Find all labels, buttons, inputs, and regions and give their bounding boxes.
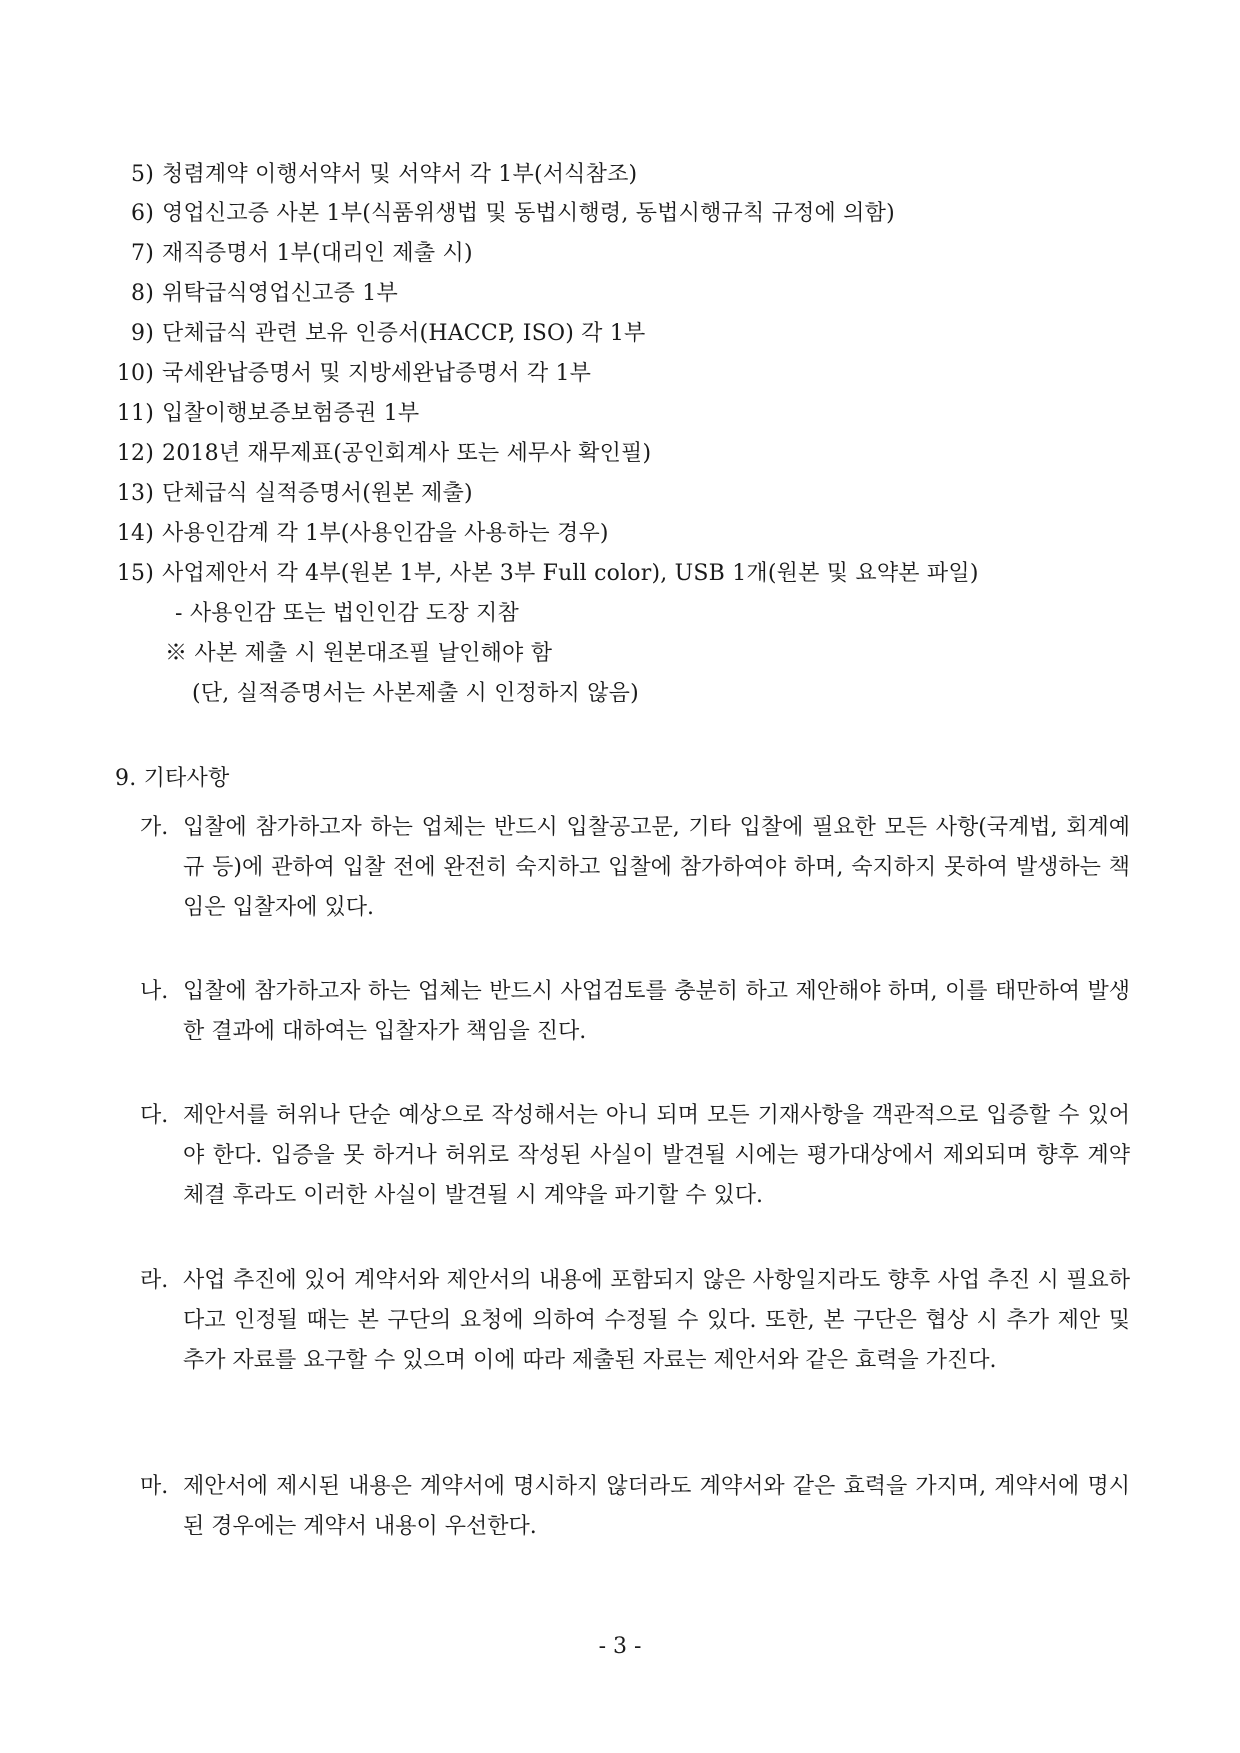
paragraph-text: 입찰에 참가하고자 하는 업체는 반드시 입찰공고문, 기타 입찰에 필요한 모든 사항(국계법, 회계예규 등)에 관하여 입찰 전에 완전히 숙지하고 입찰에 참가하여야 하며, 숙지하지 못하여 발생하는 책임은 입찰자에 있다. [183, 815, 1130, 920]
paragraph-marker: 다. [140, 1103, 169, 1128]
list-item [110, 479, 473, 509]
list-item-text: 입찰이행보증보험증권 1부 [162, 401, 420, 426]
paragraph-text: 사업 추진에 있어 계약서와 제안서의 내용에 포함되지 않은 사항일지라도 향후 사업 추진 시 필요하다고 인정될 때는 본 구단의 요청에 의하여 수정될 수 있다. 또한, 본 구단은 협상 시 추가 제안 및 추가 자료를 요구할 수 있으며 이에 따라 제출된 자료는 제안서와 같은 효력을 가진다. [183, 1268, 1130, 1373]
list-item-text: 2018년 재무제표(공인회계사 또는 세무사 확인필) [162, 441, 652, 466]
paragraph-na [140, 972, 1130, 1052]
list-item-number: 12) [116, 441, 154, 466]
list-item [110, 160, 637, 190]
list-item-number: 9) [131, 321, 154, 346]
list-item-number: 6) [131, 201, 154, 226]
list-item-number: 13) [116, 481, 154, 506]
list-item-text: 단체급식 관련 보유 인증서(HACCP, ISO) 각 1부 [162, 321, 646, 346]
paragraph-ga [140, 808, 1130, 928]
list-item-number: 10) [116, 361, 154, 386]
paragraph-text: 입찰에 참가하고자 하는 업체는 반드시 사업검토를 충분히 하고 제안해야 하며, 이를 태만하여 발생한 결과에 대하여는 입찰자가 책임을 진다. [183, 979, 1130, 1044]
list-item-text: 사용인감계 각 1부(사용인감을 사용하는 경우) [162, 521, 609, 546]
list-item-text: 재직증명서 1부(대리인 제출 시) [162, 241, 473, 266]
list-item-number: 15) [116, 561, 154, 586]
note-seal: - 사용인감 또는 법인인감 도장 지참 [175, 601, 519, 626]
list-item [110, 559, 979, 589]
paragraph-text: 제안서를 허위나 단순 예상으로 작성해서는 아니 되며 모든 기재사항을 객관적으로 입증할 수 있어야 한다. 입증을 못 하거나 허위로 작성된 사실이 발견될 시에는 평가대상에서 제외되며 향후 계약체결 후라도 이러한 사실이 발견될 시 계약을 파기할 수 있다. [183, 1103, 1130, 1208]
paragraph-marker: 라. [140, 1268, 169, 1293]
paragraph-marker: 마. [140, 1474, 169, 1499]
list-item-number: 5) [131, 162, 154, 187]
list-item-number: 11) [116, 401, 154, 426]
list-item [110, 359, 591, 389]
list-item [110, 239, 473, 269]
paragraph-ma [140, 1467, 1130, 1547]
list-item-text: 단체급식 실적증명서(원본 제출) [162, 481, 473, 506]
note-copy-exception: (단, 실적증명서는 사본제출 시 인정하지 않음) [192, 681, 639, 706]
list-item-text: 국세완납증명서 및 지방세완납증명서 각 1부 [162, 361, 592, 386]
list-item [110, 439, 651, 469]
list-item-text: 영업신고증 사본 1부(식품위생법 및 동법시행령, 동법시행규칙 규정에 의함) [162, 201, 895, 226]
note-copy: ※ 사본 제출 시 원본대조필 날인해야 함 [165, 641, 553, 666]
list-item-number: 14) [116, 521, 154, 546]
section-heading: 9. 기타사항 [115, 766, 230, 791]
paragraph-text: 제안서에 제시된 내용은 계약서에 명시하지 않더라도 계약서와 같은 효력을 가지며, 계약서에 명시된 경우에는 계약서 내용이 우선한다. [183, 1474, 1130, 1539]
list-item-text: 청렴계약 이행서약서 및 서약서 각 1부(서식참조) [162, 162, 638, 187]
paragraph-ra [140, 1261, 1130, 1381]
list-item [110, 319, 645, 349]
paragraph-da [140, 1096, 1130, 1216]
list-item-text: 사업제안서 각 4부(원본 1부, 사본 3부 Full color), USB 1개(원본 및 요약본 파일) [162, 561, 979, 586]
list-item [110, 399, 419, 429]
paragraph-marker: 나. [140, 979, 169, 1004]
list-item-number: 7) [131, 241, 154, 266]
list-item [110, 519, 609, 549]
list-item-text: 위탁급식영업신고증 1부 [162, 281, 398, 306]
list-item [110, 199, 895, 229]
list-item-number: 8) [131, 281, 154, 306]
paragraph-marker: 가. [140, 815, 169, 840]
list-item [110, 279, 398, 309]
page-number: - 3 - [598, 1634, 642, 1659]
